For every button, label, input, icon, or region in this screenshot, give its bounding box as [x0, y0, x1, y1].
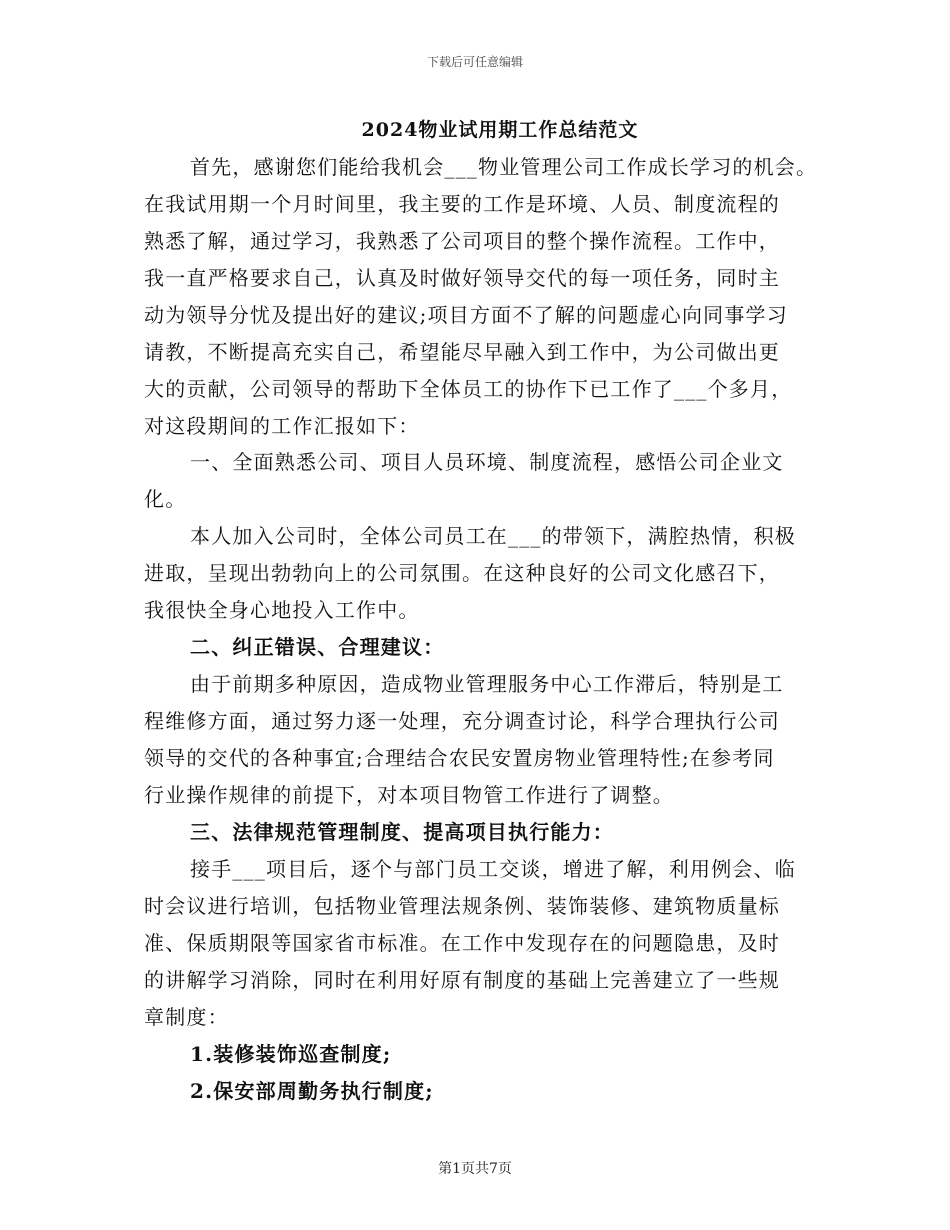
- document-title: 2024物业试用期工作总结范文: [361, 119, 639, 141]
- page-footer: 第1页共7页: [438, 1161, 512, 1177]
- section-heading: 二、纠正错误、合理建议：: [190, 635, 445, 659]
- paragraph-line: 行业操作规律的前提下，对本项目物管工作进行了调整。: [144, 783, 674, 807]
- paragraph-line: 大的贡献，公司领导的帮助下全体员工的协作下已工作了___个多月，: [144, 377, 793, 401]
- paragraph-line: 程维修方面，通过努力逐一处理，充分调查讨论，科学合理执行公司: [144, 709, 780, 733]
- paragraph-line: 接手___项目后，逐个与部门员工交谈，增进了解，利用例会、临: [190, 857, 796, 881]
- section-heading: 三、法律规范管理制度、提高项目执行能力：: [190, 820, 614, 844]
- paragraph-line: 准、保质期限等国家省市标准。在工作中发现存在的问题隐患，及时: [144, 931, 780, 955]
- paragraph-line: 本人加入公司时，全体公司员工在___的带领下，满腔热情，积极: [190, 524, 796, 548]
- paragraph-line: 章制度：: [144, 1005, 229, 1029]
- paragraph-line: 由于前期多种原因，造成物业管理服务中心工作滞后，特别是工: [190, 672, 784, 696]
- paragraph-line: 领导的交代的各种事宜;合理结合农民安置房物业管理特性;在参考同: [144, 746, 775, 770]
- paragraph-line: 熟悉了解，通过学习，我熟悉了公司项目的整个操作流程。工作中，: [144, 229, 780, 253]
- list-item: 1.装修装饰巡查制度;: [190, 1042, 392, 1066]
- section-heading-continuation: 化。: [144, 487, 187, 511]
- paragraph-line: 进取，呈现出勃勃向上的公司氛围。在这种良好的公司文化感召下，: [144, 561, 780, 585]
- paragraph-line: 动为领导分忧及提出好的建议;项目方面不了解的问题虚心向同事学习: [144, 303, 788, 327]
- paragraph-line: 我一直严格要求自己，认真及时做好领导交代的每一项任务，同时主: [144, 266, 780, 290]
- list-item: 2.保安部周勤务执行制度;: [190, 1079, 434, 1103]
- paragraph-line: 时会议进行培训，包括物业管理法规条例、装饰装修、建筑物质量标: [144, 894, 780, 918]
- paragraph-line: 的讲解学习消除，同时在利用好原有制度的基础上完善建立了一些规: [144, 968, 780, 992]
- paragraph-line: 在我试用期一个月时间里，我主要的工作是环境、人员、制度流程的: [144, 192, 780, 216]
- page-header: 下载后可任意编辑: [426, 55, 523, 69]
- paragraph-line: 对这段期间的工作汇报如下：: [144, 414, 420, 438]
- paragraph-line: 请教，不断提高充实自己，希望能尽早融入到工作中，为公司做出更: [144, 340, 780, 364]
- paragraph-line: 我很快全身心地投入工作中。: [144, 598, 420, 622]
- section-heading: 一、全面熟悉公司、项目人员环境、制度流程，感悟公司企业文: [190, 450, 784, 474]
- paragraph-line: 首先，感谢您们能给我机会___物业管理公司工作成长学习的机会。: [190, 155, 818, 179]
